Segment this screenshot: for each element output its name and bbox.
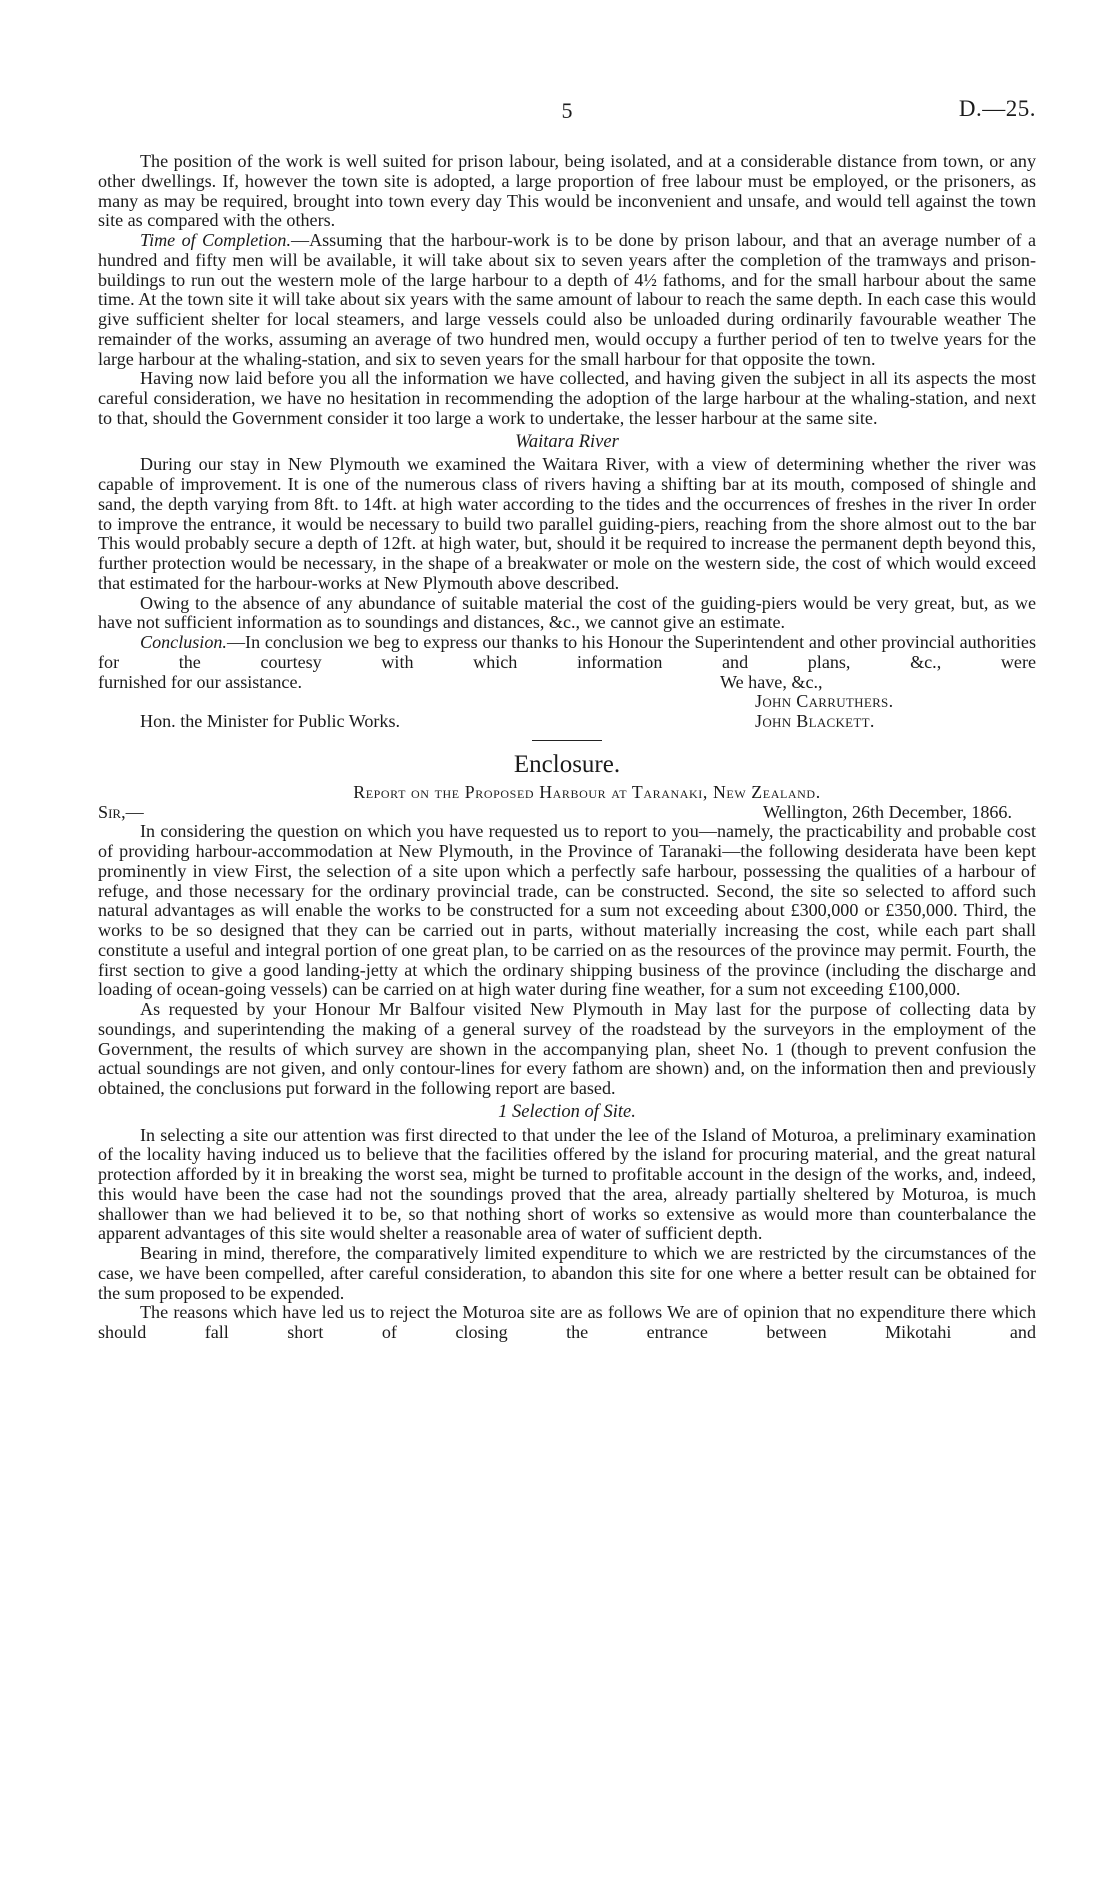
paragraph-text-time-of-completion: —Assuming that the harbour-work is to be done by prison labour, and that an average number of a hundred and fifty men will be available, it will take about six to seven years after the completion of the tramways and prison-buildings to run out the western mole of the large harbour to a depth of 4½ fathoms, and for the small harbour about the same time. At the town site it will take about six years with the same amount of labour to reach the same depth. In each case this would give sufficient shelter for local steamers, and large vessels could also be unloaded during ordinarily favourable weather The remainder of the works, assuming an average of two hundred men, would occupy a further period of ten to twelve years for the large harbour at the whaling-station, and six to seven years for the small harbour for that opposite the town. — [98, 230, 1036, 369]
paragraph-guiding-piers: Owing to the absence of any abundance of suitable material the cost of the guiding-piers would be very great, but, as we have not sufficient information as to soundings and distances, &c., we cannot give an estimate. — [98, 592, 1036, 633]
paragraph-text-conclusion: —In conclusion we beg to express our thanks to his Honour the Superintendent and other provincial authorities for the courtesy with which information and plans, &c., were — [98, 632, 1036, 672]
paragraph-survey: As requested by your Honour Mr Balfour visited New Plymouth in May last for the purpose of collecting data by soundings, and superintending the making of a general survey of the roadstead by the surveyors in the employment of the Government, the results of which survey are shown in the accompanying plan, sheet No. 1 (though to prevent confusion the actual soundings are not given, and only contour-lines for every fathom are shown) and, on the information then and previously obtained, the conclusions put forward in the following report are based. — [98, 999, 1036, 1098]
signature-row-2 — [98, 692, 1036, 712]
section-title-waitara-river: Waitara River — [515, 431, 619, 452]
paragraph-time-of-completion — [98, 231, 1036, 369]
closing-phrase: We have, &c., — [720, 671, 823, 692]
enclosure-heading: Enclosure. — [513, 750, 621, 778]
page-body — [98, 152, 1036, 1343]
document-code: D.—25. — [958, 96, 1036, 121]
paragraph-moturoa: In selecting a site our attention was first directed to that under the lee of the Island of Moturoa, a preliminary examination of the locality having induced us to believe that the facilities offered by the island for procuring material, and the great natural protection afforded by it in breaking the worst sea, might be turned to profitable account in the design of the works, and, indeed, this would have been the case had not the soundings proved that the area, already partially sheltered by Moturoa, is much shallower than we had believed it to be, so that nothing short of works so extensive as would more than counterbalance the apparent advantages of this site would shelter a reasonable area of water of sufficient depth. — [98, 1124, 1036, 1244]
conclusion-last-line: furnished for our assistance. — [98, 671, 302, 692]
paragraph-desiderata: In considering the question on which you have requested us to report to you—namely, the practicability and probable cost of providing harbour-accommodation at New Plymouth, in the Province of Taranaki—the following desiderata have been kept prominently in view First, the selection of a site upon which a perfectly safe harbour, possessing the qualities of a harbour of refuge, and those necessary for the ordinary provincial trade, can be constructed. Second, the site so selected to afford such natural advantages as will enable the works to be constructed for a sum not exceeding about £300,000 or £350,000. Third, the works to be so designed that they can be carried out in parts, without materially increasing the cost, while each part shall constitute a useful and integral portion of one great plan, to be carried on as the resources of the province may permit. Fourth, the first section to give a good landing-jetty at which the ordinary shipping business of the province (including the discharge and loading of ocean-going vessels) can be carried on at high water during fine weather, for a sum not exceeding £100,000. — [98, 821, 1036, 1000]
report-title: Report on the Proposed Harbour at Taranaki, New Zealand. — [353, 781, 821, 802]
page-header — [98, 96, 1036, 126]
paragraph-prison-labour: The position of the work is well suited for prison labour, being isolated, and at a considerable distance from town, or any other dwellings. If, however the town site is adopted, a large proportion of free labour must be employed, or the prisoners, as many as may be required, brought into town every day This would be inconvenient and unsafe, and would tell against the town site as compared with the others. — [98, 151, 1036, 231]
section-title-selection-of-site: 1 Selection of Site. — [498, 1101, 636, 1122]
paragraph-recommendation: Having now laid before you all the information we have collected, and having given the subject in all its aspects the most careful consideration, we have no hesitation in recommending the adoption of the large harbour at the whaling-station, and next to that, should the Government consider it too large a work to undertake, the lesser harbour at the same site. — [98, 368, 1036, 428]
section-divider-rule — [532, 740, 602, 741]
paragraph-conclusion — [98, 633, 1036, 673]
paragraph-waitara-river: During our stay in New Plymouth we examined the Waitara River, with a view of determining whether the river was capable of improvement. It is one of the numerous class of rivers having a shifting bar at its mouth, composed of shingle and sand, the depth varying from 8ft. to 14ft. at high water according to the tides and the occurrences of freshes in the river In order to improve the entrance, it would be necessary to build two parallel guiding-piers, reaching from the shore almost out to the bar This would probably secure a depth of 12ft. at high water, but, should it be required to increase the permanent depth beyond this, further protection would be necessary, in the shape of a breakwater or mole on the western side, the cost of which would exceed that estimated for the harbour-works at New Plymouth above described. — [98, 454, 1036, 593]
addressee: Hon. the Minister for Public Works. — [140, 711, 401, 731]
paragraph-limited-expenditure: Bearing in mind, therefore, the comparatively limited expenditure to which we are restricted by the circumstances of the case, we have been compelled, after careful consideration, to abandon this site for one where a better result can be obtained for the sum proposed to be expended. — [98, 1243, 1036, 1303]
salutation: Sir,— — [98, 801, 144, 822]
salutation-row — [98, 803, 1036, 823]
signer-name-carruthers: John Carruthers. — [755, 691, 894, 712]
paragraph-lead-conclusion: Conclusion. — [140, 632, 227, 652]
paragraph-lead-time-of-completion: Time of Completion. — [140, 230, 291, 250]
paragraph-reasons-reject: The reasons which have led us to reject the Moturoa site are as follows We are of opinion that no expenditure there which should fall short of closing the entrance between Mikotahi and — [98, 1302, 1036, 1342]
signature-row-3 — [98, 712, 1036, 732]
signer-name-blackett: John Blackett. — [755, 711, 875, 731]
signature-row-1 — [98, 673, 1036, 693]
page-number: 5 — [561, 98, 573, 123]
place-and-date: Wellington, 26th December, 1866. — [762, 801, 1012, 822]
